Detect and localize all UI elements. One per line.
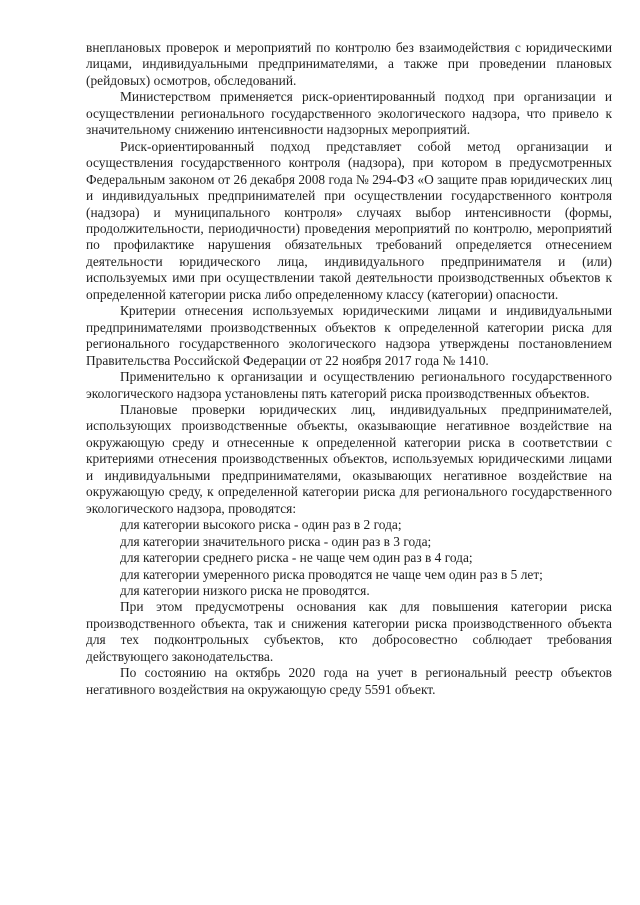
paragraph-risk-adjustment: При этом предусмотрены основания как для повышения категории риска производственного объекта, так и снижения категории риска производственного объекта для тех подконтрольных субъектов, кто добросовестно соблюдает требования действующего законодательства.	[86, 599, 612, 664]
paragraph-risk-approach-definition: Риск-ориентированный подход представляет собой метод организации и осуществления государственного контроля (надзора), при котором в предусмотренных Федеральным законом от 26 декабря 2008 года № 294-ФЗ «О защите прав юридических лиц и индивидуальных предпринимателей при осуществлении государственного контроля (надзора) и муниципального контроля» случаях выбор интенсивности (формы, продолжительности, периодичности) проведения мероприятий по контролю, мероприятий по профилактике нарушения обязательных требований определяется отнесением деятельности юридического лица, индивидуального предпринимателя и (или) используемых ими при осуществлении такой деятельности производственных объектов к определенной категории риска либо определенному классу (категории) опасности.	[86, 138, 612, 302]
paragraph-risk-categories: Применительно к организации и осуществлению регионального государственного экологического надзора установлены пять категорий риска производственных объектов.	[86, 369, 612, 401]
paragraph-criteria: Критерии отнесения используемых юридическими лицами и индивидуальными предпринимателями производственных объектов к определенной категории риска для регионального государственного экологического надзора утверждены постановлением Правительства Российской Федерации от 22 ноября 2017 года № 1410.	[86, 303, 612, 368]
list-item-low-risk: для категории низкого риска не проводятся.	[120, 582, 370, 598]
list-item-moderate-risk: для категории умеренного риска проводятся не чаще чем один раз в 5 лет;	[120, 566, 543, 582]
paragraph-ministry-approach: Министерством применяется риск-ориентированный подход при организации и осуществлении регионального государственного экологического надзора, что привело к значительному снижению интенсивности надзорных мероприятий.	[86, 89, 612, 138]
paragraph-inspections: внеплановых проверок и мероприятий по контролю без взаимодействия с юридическими лицами, индивидуальными предпринимателями, а также при проведении плановых (рейдовых) осмотров, обследований.	[86, 40, 612, 88]
list-item-significant-risk: для категории значительного риска - один раз в 3 года;	[120, 533, 432, 549]
list-item-high-risk: для категории высокого риска - один раз в 2 года;	[120, 517, 402, 533]
paragraph-planned-inspections: Плановые проверки юридических лиц, индивидуальных предпринимателей, использующих производственные объекты, оказывающие негативное воздействие на окружающую среду и отнесенные к определенной категории риска в соответствии с критериями отнесения производственных объектов, используемых юридическими лицами и индивидуальными предпринимателями, оказывающих негативное воздействие на окружающую среду, к определенной категории риска для регионального государственного экологического надзора, проводятся:	[86, 401, 612, 516]
document-body	[86, 40, 612, 698]
paragraph-registry-count: По состоянию на октябрь 2020 года на учет в региональный реестр объектов негативного воздействия на окружающую среду 5591 объект.	[86, 665, 612, 697]
list-item-medium-risk: для категории среднего риска - не чаще чем один раз в 4 года;	[120, 550, 473, 566]
